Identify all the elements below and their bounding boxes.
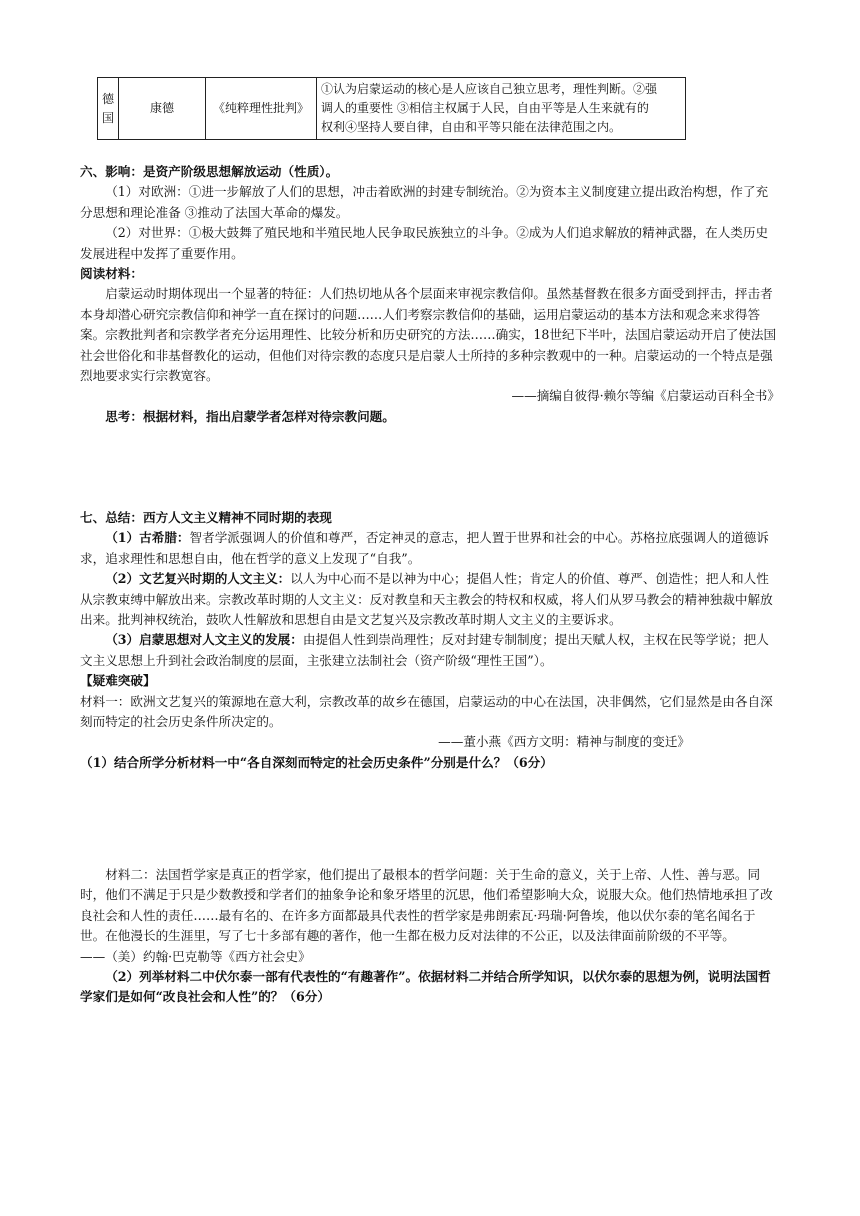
reading-material: 启蒙运动时期体现出一个显著的特征：人们热切地从各个层面来审视宗教信仰。虽然基督教在很多方面受到抨击，抨击者本身却潜心研究宗教信仰和神学一直在探讨的问题……人们考察宗教信仰的基础，运用启蒙运动的基本方法和观念来求得答案。宗教批判者和宗教学者充分运用理性、比较分析和历史研究的方法……确实，18世纪下半叶，法国启蒙运动开启了使法国社会世俗化和非基督教化的运动，但他们对待宗教的态度只是启蒙人士所持的多种宗教观中的一种。启蒙运动的一个特点是强烈地要求实行宗教宽容。 xyxy=(80,286,777,384)
source-citation: ——董小燕《西方文明：精神与制度的变迁》 xyxy=(438,734,690,750)
work-cell: 《纯粹理性批判》 xyxy=(206,78,317,140)
material-two-block xyxy=(80,865,780,1008)
reading-label: 阅读材料： xyxy=(80,266,143,282)
paragraph-text: 以人为中心而不是以神为中心；提倡人性；肯定人的价值、尊严、创造性；把人和人性从宗教束缚中解放出来。宗教改革时期的人文主义：反对教皇和天主教会的特权和权威，将人们从罗马教会的精神独裁中解放出来。批判神权统治，鼓吹人性解放和思想自由是文艺复兴及宗教改革时期人文主义的主要诉求。 xyxy=(80,571,773,628)
paragraph-text: 由提倡人性到崇尚理性；反对封建专制制度；提出天赋人权，主权在民等学说；把人文主义思想上升到社会政治制度的层面，主张建立法制社会（资产阶级“理性王国”）。 xyxy=(80,632,769,668)
paragraph: （1）对欧洲：①进一步解放了人们的思想，冲击着欧洲的封建专制统治。②为资本主义制度建立提出政治构想，作了充分思想和理论准备 ③推动了法国大革命的爆发。 xyxy=(80,184,769,220)
paragraph-lead: （3）启蒙思想对人文主义的发展： xyxy=(105,632,303,648)
ideas-line: 权利④坚持人要自律，自由和平等只能在法律范围之内。 xyxy=(321,120,622,134)
material-text: 材料二：法国哲学家是真正的哲学家，他们提出了最根本的哲学问题：关于生命的意义，关于上帝、人性、善与恶。同时，他们不满足于只是少数教授和学者们的抽象争论和象牙塔里的沉思，他们希望影响大众，说服大众。他们热情地承担了改良社会和人性的责任……最有名的、在许多方面都最具代表性的哲学家是弗朗索瓦·玛瑞·阿鲁埃，他以伏尔泰的笔名闻名于世。在他漫长的生涯里，写了七十多部有趣的著作，他一生都在极力反对法律的不公正，以及法律面前阶级的不平等。 xyxy=(80,867,773,944)
table-row xyxy=(98,78,686,140)
question: （1）结合所学分析材料一中“各自深刻而特定的社会历史条件”分别是什么？（6分） xyxy=(80,754,553,770)
thinker-table xyxy=(97,77,686,140)
section-heading: 七、总结：西方人文主义精神不同时期的表现 xyxy=(80,510,332,525)
paragraph xyxy=(80,569,780,630)
paragraph xyxy=(80,528,780,569)
source-citation: ——摘编自彼得·赖尔等编《启蒙运动百科全书》 xyxy=(511,388,780,404)
paragraph xyxy=(80,630,780,671)
source-citation: ——（美）约翰·巴克勒等《西方社会史》 xyxy=(80,948,311,964)
section-heading: 【疑难突破】 xyxy=(80,673,156,689)
ideas-line: ①认为启蒙运动的核心是人应该自己独立思考，理性判断。②强 xyxy=(321,82,658,96)
country-cell: 德国 xyxy=(98,78,119,140)
paragraph: （2）对世界：①极大鼓舞了殖民地和半殖民地人民争取民族独立的斗争。②成为人们追求解放的精神武器，在人类历史发展进程中发挥了重要作用。 xyxy=(80,225,769,261)
material-two xyxy=(80,865,780,967)
section-heading: 六、影响：是资产阶级思想解放运动（性质）。 xyxy=(80,164,339,179)
paragraph-lead: （1）古希腊： xyxy=(105,530,190,546)
section-seven xyxy=(80,508,780,773)
question: 思考：根据材料，指出启蒙学者怎样对待宗教问题。 xyxy=(105,408,395,424)
section-six xyxy=(80,162,780,427)
paragraph-lead: （2）文艺复兴时期的人文主义： xyxy=(105,571,291,587)
material-one: 材料一：欧洲文艺复兴的策源地在意大利，宗教改革的故乡在德国，启蒙运动的中心在法国，决非偶然，它们显然是由各自深刻而特定的社会历史条件所决定的。 xyxy=(80,693,773,730)
question: （2）列举材料二中伏尔泰一部有代表性的“有趣著作”。依据材料二并结合所学知识，以伏尔泰的思想为例，说明法国哲学家们是如何“改良社会和人性”的？（6分） xyxy=(80,969,771,1005)
ideas-line: 调人的重要性 ③相信主权属于人民，自由平等是人生来就有的 xyxy=(321,101,649,115)
person-cell: 康德 xyxy=(119,78,206,140)
ideas-cell xyxy=(317,78,686,140)
paragraph-text: 智者学派强调人的价值和尊严，否定神灵的意志，把人置于世界和社会的中心。苏格拉底强调人的道德诉求，追求理性和思想自由，他在哲学的意义上发现了“自我”。 xyxy=(80,530,769,566)
